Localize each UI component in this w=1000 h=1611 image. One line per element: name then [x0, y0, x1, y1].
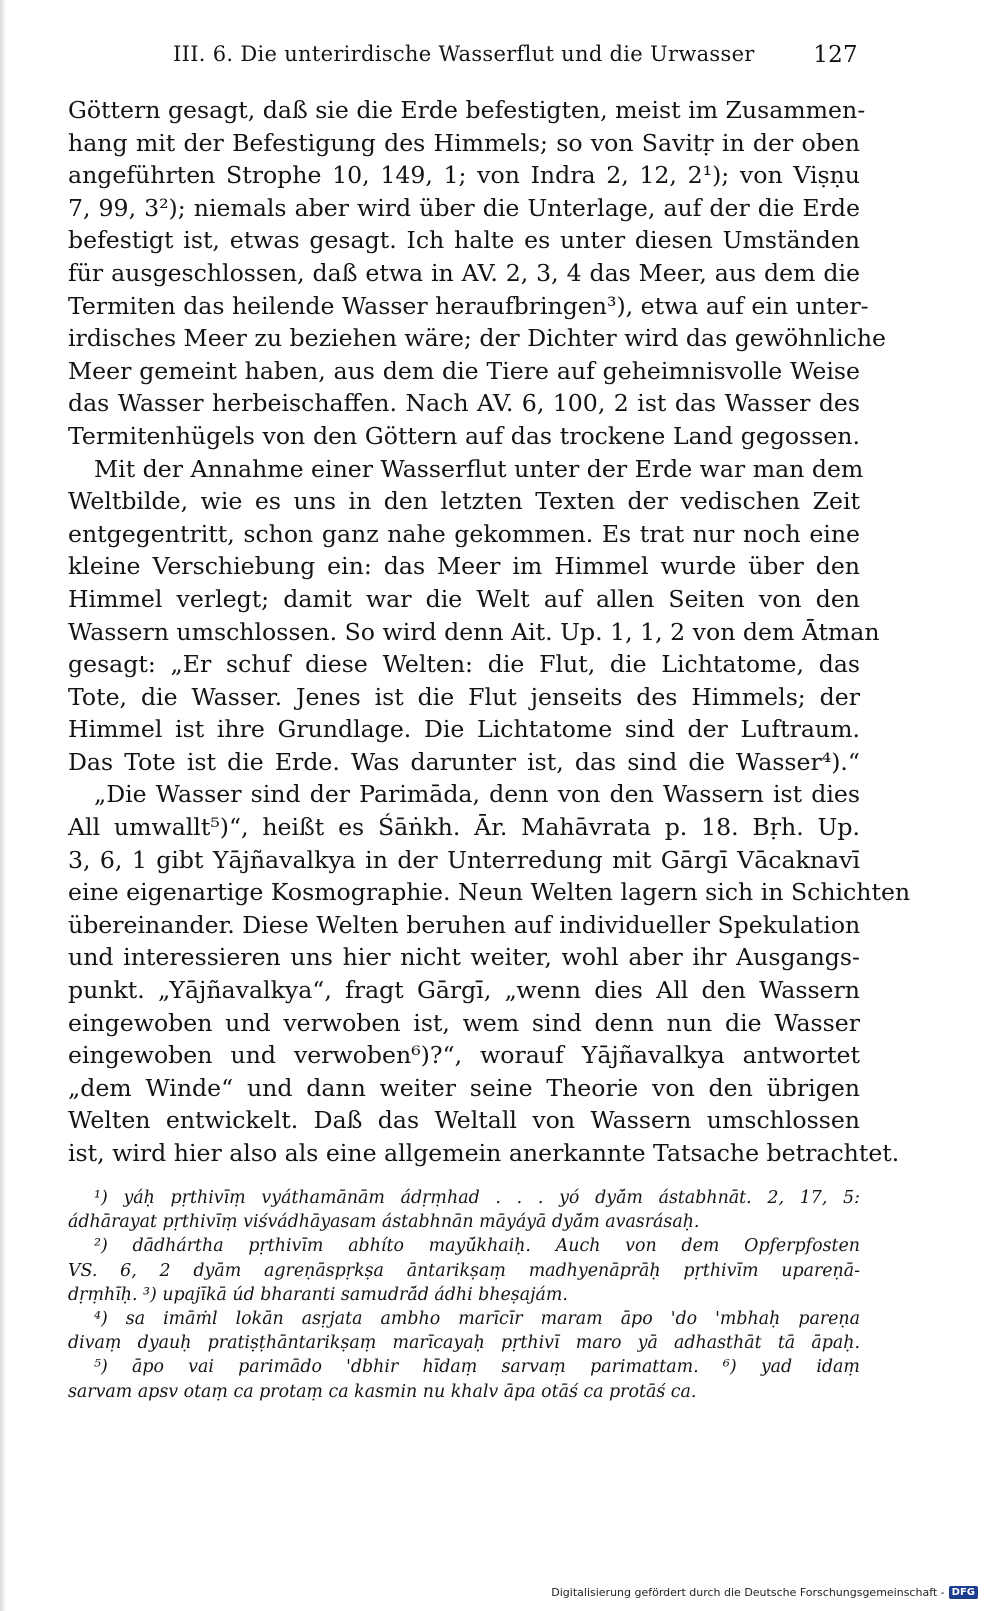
text-line: für ausgeschlossen, daß etwa in AV. 2, 3, 4 das Meer, aus dem die	[68, 258, 860, 287]
text-line: Wassern umschlossen. So wird denn Ait. Up. 1, 1, 2 von dem Ātman	[68, 617, 880, 646]
text-line: irdisches Meer zu beziehen wäre; der Dichter wird das gewöhnliche	[68, 324, 887, 353]
footnote-line: dṛṃhīḥ. ³) upajīkā úd bharanti samudrā́d ádhi bheṣajám.	[68, 1284, 568, 1305]
text-line: eingewoben und verwoben⁶)?“, worauf Yājñavalkya antwortet	[68, 1041, 860, 1070]
paragraph-start-line: „Die Wasser sind der Parimāda, denn von den Wassern ist dies	[94, 780, 860, 809]
text-line: und interessieren uns hier nicht weiter, wohl aber ihr Ausgangs-	[68, 943, 860, 972]
text-line: eine eigenartige Kosmographie. Neun Welten lagern sich in Schichten	[68, 878, 911, 907]
text-line: Göttern gesagt, daß sie die Erde befestigten, meist im Zusammen-	[68, 96, 866, 124]
paragraph-start-line: Mit der Annahme einer Wasserflut unter der Erde war man dem	[94, 454, 864, 483]
text-line: punkt. „Yājñavalkya“, fragt Gārgī, „wenn dies All den Wassern	[68, 976, 860, 1005]
dfg-logo: DFG	[949, 1586, 978, 1599]
text-line: kleine Verschiebung ein: das Meer im Himmel wurde über den	[68, 552, 860, 581]
text-line: übereinander. Diese Welten beruhen auf individueller Spekulation	[68, 910, 861, 939]
text-line: ist, wird hier also als eine allgemein anerkannte Tatsache betrachtet.	[68, 1139, 900, 1167]
main-text	[68, 94, 911, 1170]
text-line: Himmel ist ihre Grundlage. Die Lichtatome sind der Luftraum.	[68, 715, 860, 744]
text-line: eingewoben und verwoben ist, wem sind denn nun die Wasser	[68, 1008, 860, 1037]
footer-text: Digitalisierung gefördert durch die Deutsche Forschungsgemeinschaft -	[551, 1586, 945, 1599]
footnote-line: ²) dādhártha pṛthivīm abhíto mayū́khaiḥ. Auch von dem Opferpfosten	[94, 1236, 860, 1257]
footnotes	[68, 1186, 860, 1404]
footnote-line: sarvam apsv otaṃ ca protaṃ ca kasmin nu khalv āpa otāś ca protāś ca.	[68, 1381, 697, 1402]
footnote-line: ⁵) āpo vai parimādo 'dbhir hīdaṃ sarvaṃ parimattam. ⁶) yad idaṃ	[94, 1357, 860, 1378]
header-title: III. 6. Die unterirdische Wasserflut und die Urwasser	[173, 42, 755, 66]
text-line: Weltbilde, wie es uns in den letzten Texten der vedischen Zeit	[68, 487, 860, 516]
page-number: 127	[813, 42, 858, 68]
text-line: 3, 6, 1 gibt Yājñavalkya in der Unterredung mit Gārgī Vācaknavī	[68, 845, 860, 874]
text-line: entgegentritt, schon ganz nahe gekommen. Es trat nur noch eine	[68, 519, 860, 548]
digitization-footer	[551, 1586, 978, 1599]
running-header	[68, 42, 858, 76]
text-line: das Wasser herbeischaffen. Nach AV. 6, 100, 2 ist das Wasser des	[68, 389, 860, 418]
text-line: gesagt: „Er schuf diese Welten: die Flut, die Lichtatome, das	[68, 650, 860, 679]
footnote-line: VS. 6, 2 dyām agreṇāspṛkṣa āntarikṣaṃ madhyenāprāḥ pṛthivīm upareṇā-	[68, 1260, 860, 1281]
footnote-line: ádhārayat pṛthivīṃ viśvádhāyasam ástabhnān māyáyā dyā́m avasrásaḥ.	[68, 1212, 700, 1233]
text-line: „dem Winde“ und dann weiter seine Theorie von den übrigen	[68, 1073, 860, 1102]
footnote-line: ¹) yáḥ pṛthivīṃ vyáthamānām ádṛṃhad . . . yó dyā́m ástabhnāt. 2, 17, 5:	[94, 1188, 860, 1208]
text-line: hang mit der Befestigung des Himmels; so von Savitṛ in der oben	[68, 128, 860, 157]
text-line: All umwallt⁵)“, heißt es Śāṅkh. Ār. Mahāvrata p. 18. Bṛh. Up.	[68, 813, 860, 842]
text-line: befestigt ist, etwas gesagt. Ich halte es unter diesen Umständen	[68, 226, 860, 255]
page-edge-shadow	[0, 0, 6, 1611]
text-line: Meer gemeint haben, aus dem die Tiere auf geheimnisvolle Weise	[68, 356, 860, 385]
text-line: Termitenhügels von den Göttern auf das trockene Land gegossen.	[68, 421, 860, 450]
text-line: Das Tote ist die Erde. Was darunter ist, das sind die Wasser⁴).“	[68, 747, 860, 776]
text-line: Welten entwickelt. Daß das Weltall von Wassern umschlossen	[68, 1106, 860, 1135]
footnote-line: divaṃ dyauḥ pratiṣṭhāntarikṣaṃ marīcayaḥ pṛthivī maro yā adhasthāt tā āpaḥ.	[68, 1333, 860, 1354]
text-line: angeführten Strophe 10, 149, 1; von Indra 2, 12, 2¹); von Viṣṇu	[68, 161, 860, 190]
footnote-line: ⁴) sa imāṁl lokān asṛjata ambho marīcīr maram āpo 'do 'mbhaḥ pareṇa	[94, 1308, 860, 1329]
text-line: Himmel verlegt; damit war die Welt auf allen Seiten von den	[68, 584, 860, 613]
text-line: Termiten das heilende Wasser heraufbringen³), etwa auf ein unter-	[68, 291, 869, 320]
text-line: Tote, die Wasser. Jenes ist die Flut jenseits des Himmels; der	[68, 682, 860, 711]
text-line: 7, 99, 3²); niemals aber wird über die Unterlage, auf der die Erde	[68, 193, 860, 222]
